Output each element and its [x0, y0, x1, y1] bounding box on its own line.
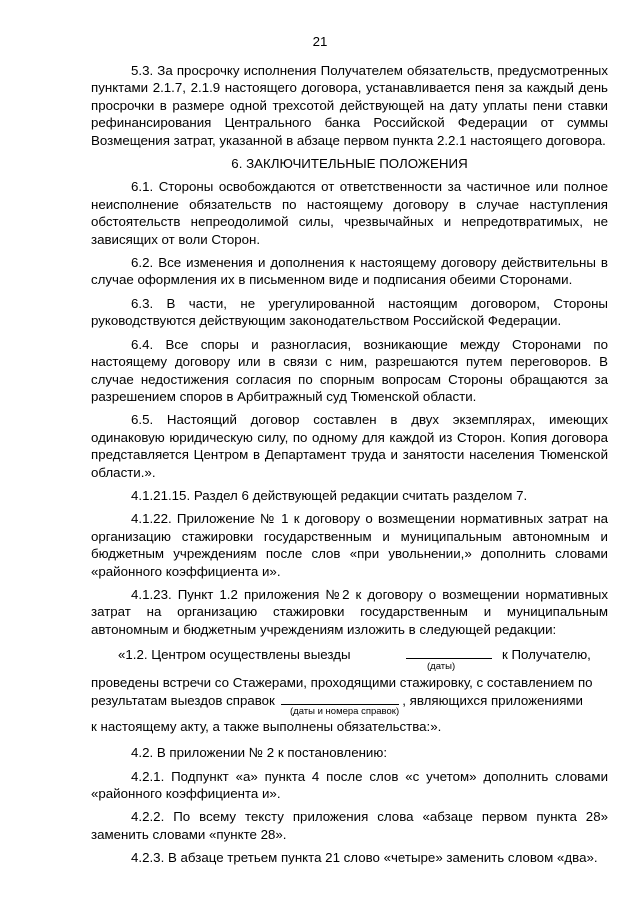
fill-text-1b: к Получателю,: [501, 647, 591, 663]
fill-row-2: [91, 674, 608, 692]
fill-row-1: [91, 646, 608, 673]
paragraph-6-4: 6.4. Все споры и разногласия, возникающие между Сторонами по настоящему договору или в связи с ним, разрешаются путем переговоров. В случае недостижения согласия по спорным вопросам Стороны обращаются за разрешением споров в Арбитражный суд Тюменской области.: [91, 336, 608, 404]
fill-text-2: проведены встречи со Стажерами, проходящими стажировку, с составлением по: [91, 675, 593, 691]
page-number: 21: [312, 34, 328, 49]
paragraph-4-1-22: 4.1.22. Приложение № 1 к договору о возмещении нормативных затрат на организацию стажировки государственным и муниципальным автономным и бюджетным учреждениям после слов «при увольнении,» дополнить словами «районного коэффициента и».: [91, 511, 608, 579]
fill-text-1a: «1.2. Центром осуществлены выезды: [118, 647, 351, 663]
paragraph-4-2-2: 4.2.2. По всему тексту приложения слова «абзаце первом пункта 28» заменить словами «пункте 28».: [91, 809, 608, 842]
paragraph-5-3: 5.3. За просрочку исполнения Получателем обязательств, предусмотренных пунктами 2.1.7, 2.1.9 настоящего договора, устанавливается пеня за каждый день просрочки в размере одной трехсотой действующей на дату уплаты пени ставки рефинансирования Центрального банка Российской Федерации от суммы Возмещения затрат, указанной в абзаце первом пункта 2.2.1 настоящего договора.: [91, 63, 608, 148]
reports-caption: (даты и номера справок): [290, 706, 400, 718]
paragraph-6-2: 6.2. Все изменения и дополнения к настоящему договору действительны в случае оформления их в письменном виде и подписания обеими Сторонами.: [91, 255, 608, 288]
reports-blank: [281, 692, 399, 705]
paragraph-6-3: 6.3. В части, не урегулированной настоящим договором, Стороны руководствуются действующим законодательством Российской Федерации.: [91, 295, 608, 329]
paragraph-6-1: 6.1. Стороны освобождаются от ответственности за частичное или полное неисполнение обязательств по настоящему договору в случае наступления обстоятельств непреодолимой силы, чрезвычайных и непредотвратимых, не зависящих от воли Сторон.: [91, 179, 608, 247]
fill-in-block: [91, 646, 608, 736]
paragraph-4-1-23: 4.1.23. Пункт 1.2 приложения №2 к договору о возмещении нормативных затрат на организацию стажировки государственным и муниципальным автономным и бюджетным учреждениям изложить в следующей редакции:: [91, 586, 608, 637]
fill-text-4: к настоящему акту, а также выполнены обязательства:».: [91, 719, 442, 735]
document-body: [91, 62, 608, 873]
paragraph-6-5: 6.5. Настоящий договор составлен в двух экземплярах, имеющих одинаковую юридическую силу, по одному для каждой из Сторон. Копия договора представляется Центром в Департамент труда и занятости населения Тюменской области.».: [91, 412, 608, 480]
section-heading-6: 6. ЗАКЛЮЧИТЕЛЬНЫЕ ПОЛОЖЕНИЯ: [231, 156, 468, 172]
fill-row-4: [91, 718, 608, 736]
paragraph-4-2-3: 4.2.3. В абзаце третьем пункта 21 слово «четыре» заменить словом «два».: [131, 850, 598, 866]
paragraph-4-2: 4.2. В приложении № 2 к постановлению:: [131, 745, 388, 761]
fill-text-3b: , являющихся приложениями: [402, 693, 583, 709]
dates-blank: [406, 646, 492, 659]
fill-text-3a: результатам выездов справок: [91, 693, 275, 709]
paragraph-4-2-1: 4.2.1. Подпункт «а» пункта 4 после слов «с учетом» дополнить словами «районного коэффициента и».: [91, 768, 608, 801]
dates-caption: (даты): [427, 661, 456, 673]
fill-row-3: [91, 692, 608, 718]
paragraph-4-1-21-15: 4.1.21.15. Раздел 6 действующей редакции считать разделом 7.: [131, 487, 528, 503]
